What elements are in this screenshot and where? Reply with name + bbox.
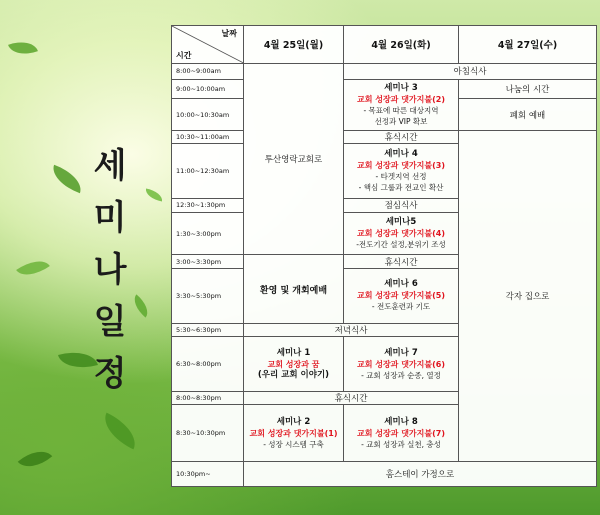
time-cell: 10:30pm~ — [172, 462, 244, 487]
seminar-title: 세미나 1 — [276, 347, 311, 358]
corner-time-label: 시간 — [176, 50, 192, 60]
seminar1-cell — [244, 336, 344, 391]
seminar7-cell — [344, 336, 459, 391]
corner-header — [172, 26, 244, 64]
title-char: 세 — [93, 146, 127, 186]
homestay-cell: 홈스테이 가정으로 — [244, 462, 597, 487]
seminar5-cell — [344, 212, 459, 255]
seminar-topic: 교회 성장과 댓가지불(6) — [356, 359, 445, 369]
break-cell: 휴식시간 — [244, 392, 459, 405]
seminar-detail: - 핵심 그룹과 전교인 확산 — [358, 183, 444, 193]
seminar-title: 세미나 6 — [384, 279, 418, 290]
go-home-cell: 각자 집으로 — [459, 131, 597, 462]
table-row — [172, 26, 597, 64]
seminar8-cell — [344, 405, 459, 462]
corner-date-label: 날짜 — [221, 29, 237, 38]
time-cell: 11:00~12:30am — [172, 144, 244, 199]
seminar-title: 세미나 4 — [384, 149, 418, 160]
seminar-detail: -전도기간 설정,분위기 조성 — [356, 240, 446, 249]
break-cell: 휴식시간 — [344, 131, 459, 144]
seminar-topic: 교회 성장과 댓가지불(5) — [356, 291, 445, 301]
title-char: 일 — [93, 302, 127, 342]
time-cell: 3:00~3:30pm — [172, 255, 244, 268]
table-row — [172, 80, 597, 99]
title-char: 정 — [93, 354, 127, 394]
title-char: 나 — [93, 250, 127, 290]
time-cell: 3:30~5:30pm — [172, 268, 244, 323]
time-cell: 8:00~9:00am — [172, 63, 244, 79]
schedule-table — [171, 25, 597, 487]
seminar-detail: - 교회 성장과 순종, 열정 — [361, 370, 441, 380]
lunch-cell: 점심식사 — [344, 199, 459, 212]
closing-worship-cell: 폐회 예배 — [459, 99, 597, 131]
time-cell: 10:00~10:30am — [172, 99, 244, 131]
table-row — [172, 462, 597, 487]
seminar-detail: - 성장 시스템 구축 — [263, 439, 324, 449]
table-row — [172, 131, 597, 144]
leaf-decoration — [8, 36, 38, 60]
seminar-detail: (우리 교회 이야기) — [257, 369, 330, 380]
seminar2-cell — [244, 405, 344, 462]
seminar-topic: 교회 성장과 꿈 — [267, 359, 320, 369]
seminar-title: 세미나 2 — [276, 416, 311, 427]
seminar-detail: - 타겟지역 선정 — [375, 172, 427, 182]
leaf-decoration — [144, 189, 163, 202]
seminar-topic: 교회 성장과 댓가지불(7) — [356, 428, 445, 438]
dinner-cell: 저녁식사 — [244, 323, 459, 336]
day2-header: 4월 26일(화) — [344, 26, 459, 64]
leaf-decoration — [16, 253, 50, 283]
seminar-topic: 교회 성장과 댓가지불(4) — [356, 229, 445, 238]
sharing-time-cell: 나눔의 시간 — [459, 80, 597, 99]
seminar-topic: 교회 성장과 댓가지불(1) — [249, 428, 338, 438]
day1-header: 4월 25일(월) — [244, 26, 344, 64]
break-cell: 휴식시간 — [344, 255, 459, 268]
seminar4-cell — [344, 144, 459, 199]
leaf-decoration — [18, 442, 53, 475]
time-cell: 10:30~11:00am — [172, 131, 244, 144]
seminar-topic: 교회 성장과 댓가지불(3) — [356, 161, 445, 171]
seminar-detail: - 목표에 따른 대상지역 — [363, 106, 439, 116]
seminar-topic: 교회 성장과 댓가지불(2) — [356, 95, 445, 105]
page-title — [80, 140, 140, 400]
day3-header: 4월 27일(수) — [459, 26, 597, 64]
time-cell: 9:00~10:00am — [172, 80, 244, 99]
seminar-detail: 선정과 VIP 확보 — [374, 117, 428, 127]
welcome-worship-cell: 환영 및 개회예배 — [244, 255, 344, 323]
seminar-detail: - 교회 성장과 실천, 충성 — [361, 439, 441, 449]
move-to-church-cell: 투산영락교회로 — [244, 63, 344, 255]
time-cell: 6:30~8:00pm — [172, 336, 244, 391]
leaf-decoration — [97, 413, 143, 450]
seminar-detail: - 전도훈련과 기도 — [371, 302, 431, 312]
time-cell: 8:30~10:30pm — [172, 405, 244, 462]
time-cell: 12:30~1:30pm — [172, 199, 244, 212]
seminar-title: 세미나 3 — [384, 83, 418, 94]
time-cell: 8:00~8:30pm — [172, 392, 244, 405]
seminar-title: 세미나 7 — [384, 347, 418, 358]
seminar-title: 세미나5 — [385, 217, 417, 227]
seminar6-cell — [344, 268, 459, 323]
table-row — [172, 63, 597, 79]
time-cell: 5:30~6:30pm — [172, 323, 244, 336]
seminar-title: 세미나 8 — [384, 416, 418, 427]
breakfast-cell: 아침식사 — [344, 63, 597, 79]
title-char: 미 — [93, 198, 127, 238]
seminar3-cell — [344, 80, 459, 131]
time-cell: 1:30~3:00pm — [172, 212, 244, 255]
